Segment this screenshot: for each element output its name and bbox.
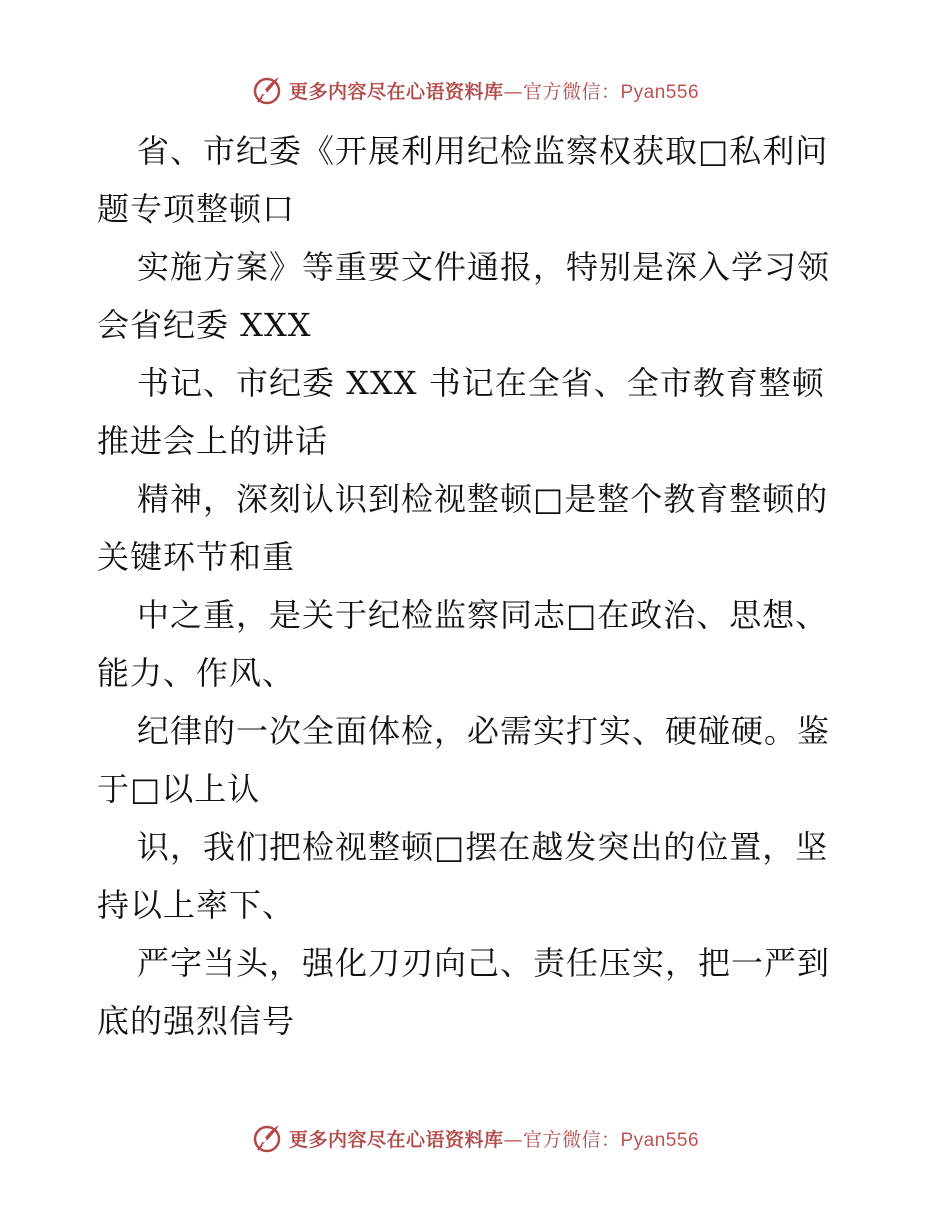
banner-account: Pyan556 bbox=[620, 1129, 700, 1151]
text-line: 纪律的一次全面体检，必需实打实、硬碰硬。鉴 bbox=[137, 712, 831, 750]
text-line: 能力、作风、 bbox=[97, 654, 296, 692]
text-line: 关键环节和重 bbox=[97, 538, 296, 576]
text-line: 识，我们把检视整顿□摆在越发突出的位置，坚 bbox=[137, 828, 829, 866]
document-body bbox=[97, 122, 857, 1050]
feather-quill-logo-icon bbox=[251, 74, 283, 106]
banner-account: Pyan556 bbox=[620, 81, 700, 103]
banner-slogan: 更多内容尽在心语资料库 bbox=[288, 1128, 504, 1151]
text-line: 精神，深刻认识到检视整顿□是整个教育整顿的 bbox=[137, 480, 829, 518]
feather-quill-logo-icon bbox=[251, 1122, 283, 1154]
banner-text bbox=[289, 77, 699, 104]
banner-wechat-label: 官方微信： bbox=[522, 80, 621, 103]
text-line: 于□以上认 bbox=[97, 770, 261, 808]
footer-banner bbox=[0, 1118, 950, 1158]
text-line: 持以上率下、 bbox=[97, 886, 296, 924]
text-line: 底的强烈信号 bbox=[97, 1002, 296, 1040]
text-line: 严字当头，强化刀刃向己、责任压实，把一严到 bbox=[137, 944, 831, 982]
banner-wechat-label: 官方微信： bbox=[522, 1128, 621, 1151]
text-line: 推进会上的讲话 bbox=[97, 422, 329, 460]
text-line: 会省纪委 XXX bbox=[97, 306, 312, 344]
text-line: 省、市纪委《开展利用纪检监察权获取□私利问 bbox=[137, 132, 829, 170]
banner-dash: — bbox=[503, 80, 523, 103]
text-line: 中之重，是关于纪检监察同志□在政治、思想、 bbox=[137, 596, 829, 634]
text-line: 实施方案》等重要文件通报，特别是深入学习领 bbox=[137, 248, 831, 286]
text-line: 书记、市纪委 XXX 书记在全省、全市教育整顿 bbox=[137, 364, 825, 402]
banner-text bbox=[289, 1125, 699, 1152]
banner-dash: — bbox=[503, 1128, 523, 1151]
header-banner bbox=[0, 70, 950, 110]
text-line: 题专项整顿口 bbox=[97, 190, 296, 228]
banner-slogan: 更多内容尽在心语资料库 bbox=[288, 80, 504, 103]
